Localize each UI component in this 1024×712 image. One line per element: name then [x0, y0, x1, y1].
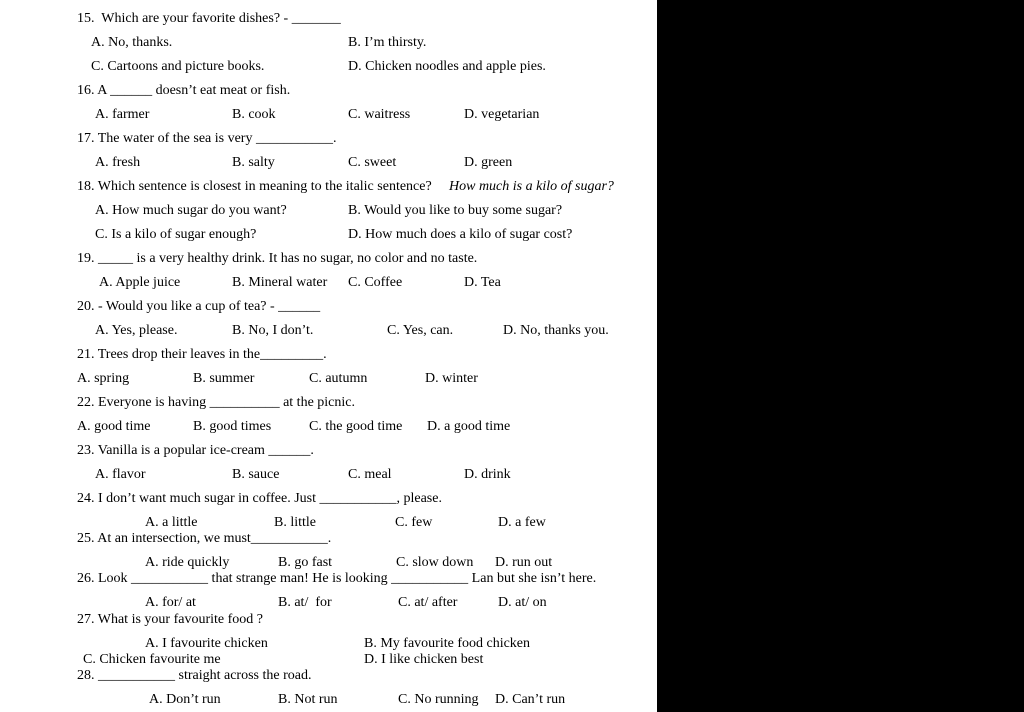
option: D. How much does a kilo of sugar cost? [348, 227, 573, 242]
option: C. Yes, can. [387, 323, 454, 338]
dark-side-panel [657, 0, 1024, 712]
option: B. Mineral water [232, 275, 328, 290]
question-stem: 24. I don’t want much sugar in coffee. Just ___________, please. [77, 491, 442, 506]
option: C. waitress [348, 107, 411, 122]
option: A. How much sugar do you want? [95, 203, 287, 218]
option: A. fresh [95, 155, 141, 170]
option: C. No running [398, 692, 479, 707]
question-stem: 20. - Would you like a cup of tea? - ______ [77, 299, 321, 314]
option: C. Chicken favourite me [83, 652, 221, 667]
option: C. at/ after [398, 595, 458, 610]
italic-sentence: How much is a kilo of sugar? [449, 179, 614, 194]
option: D. vegetarian [464, 107, 540, 122]
option: B. at/ for [278, 595, 332, 610]
option: B. No, I don’t. [232, 323, 314, 338]
option: B. Not run [278, 692, 338, 707]
option: A. ride quickly [145, 555, 230, 570]
question-stem: 17. The water of the sea is very ___________. [77, 131, 337, 146]
option: C. meal [348, 467, 392, 482]
option: B. good times [193, 419, 272, 434]
option: D. green [464, 155, 513, 170]
question-stem: 23. Vanilla is a popular ice-cream ______. [77, 443, 314, 458]
option: B. summer [193, 371, 255, 386]
option: A. I favourite chicken [145, 636, 268, 651]
option: C. autumn [309, 371, 368, 386]
option: B. I’m thirsty. [348, 35, 427, 50]
option: D. No, thanks you. [503, 323, 609, 338]
option: D. Tea [464, 275, 501, 290]
option: D. a good time [427, 419, 511, 434]
option: A. good time [77, 419, 151, 434]
question-stem: 27. What is your favourite food ? [77, 612, 263, 627]
option: A. Yes, please. [95, 323, 178, 338]
option: C. sweet [348, 155, 397, 170]
option: D. run out [495, 555, 553, 570]
option: C. few [395, 515, 433, 530]
option: D. a few [498, 515, 546, 530]
option: B. Would you like to buy some sugar? [348, 203, 563, 218]
question-stem: 25. At an intersection, we must___________. [77, 531, 332, 546]
option: D. winter [425, 371, 478, 386]
option: A. Don’t run [149, 692, 221, 707]
option: B. go fast [278, 555, 333, 570]
option: C. slow down [396, 555, 474, 570]
question-stem: 18. Which sentence is closest in meaning to the italic sentence? [77, 179, 432, 194]
option: B. sauce [232, 467, 280, 482]
question-stem: 28. ___________ straight across the road. [77, 668, 312, 683]
option: C. Coffee [348, 275, 403, 290]
option: B. My favourite food chicken [364, 636, 531, 651]
option: C. Is a kilo of sugar enough? [95, 227, 257, 242]
option: A. farmer [95, 107, 150, 122]
option: B. little [274, 515, 316, 530]
option: C. Cartoons and picture books. [91, 59, 265, 74]
option: D. I like chicken best [364, 652, 484, 667]
option: A. for/ at [145, 595, 196, 610]
option: B. salty [232, 155, 275, 170]
question-stem: 21. Trees drop their leaves in the_________. [77, 347, 327, 362]
option: A. spring [77, 371, 130, 386]
option: D. drink [464, 467, 511, 482]
option: B. cook [232, 107, 276, 122]
question-stem: 16. A ______ doesn’t eat meat or fish. [77, 83, 291, 98]
option: D. Can’t run [495, 692, 566, 707]
question-stem: 19. _____ is a very healthy drink. It has no sugar, no color and no taste. [77, 251, 478, 266]
option: C. the good time [309, 419, 403, 434]
option: D. at/ on [498, 595, 547, 610]
option: A. flavor [95, 467, 146, 482]
option: A. a little [145, 515, 198, 530]
question-stem: 22. Everyone is having __________ at the picnic. [77, 395, 355, 410]
question-stem: 26. Look ___________ that strange man! He is looking ___________ Lan but she isn’t here. [77, 571, 597, 586]
question-stem: 15. Which are your favorite dishes? - _______ [77, 11, 341, 26]
option: A. Apple juice [99, 275, 181, 290]
option: A. No, thanks. [91, 35, 173, 50]
option: D. Chicken noodles and apple pies. [348, 59, 546, 74]
